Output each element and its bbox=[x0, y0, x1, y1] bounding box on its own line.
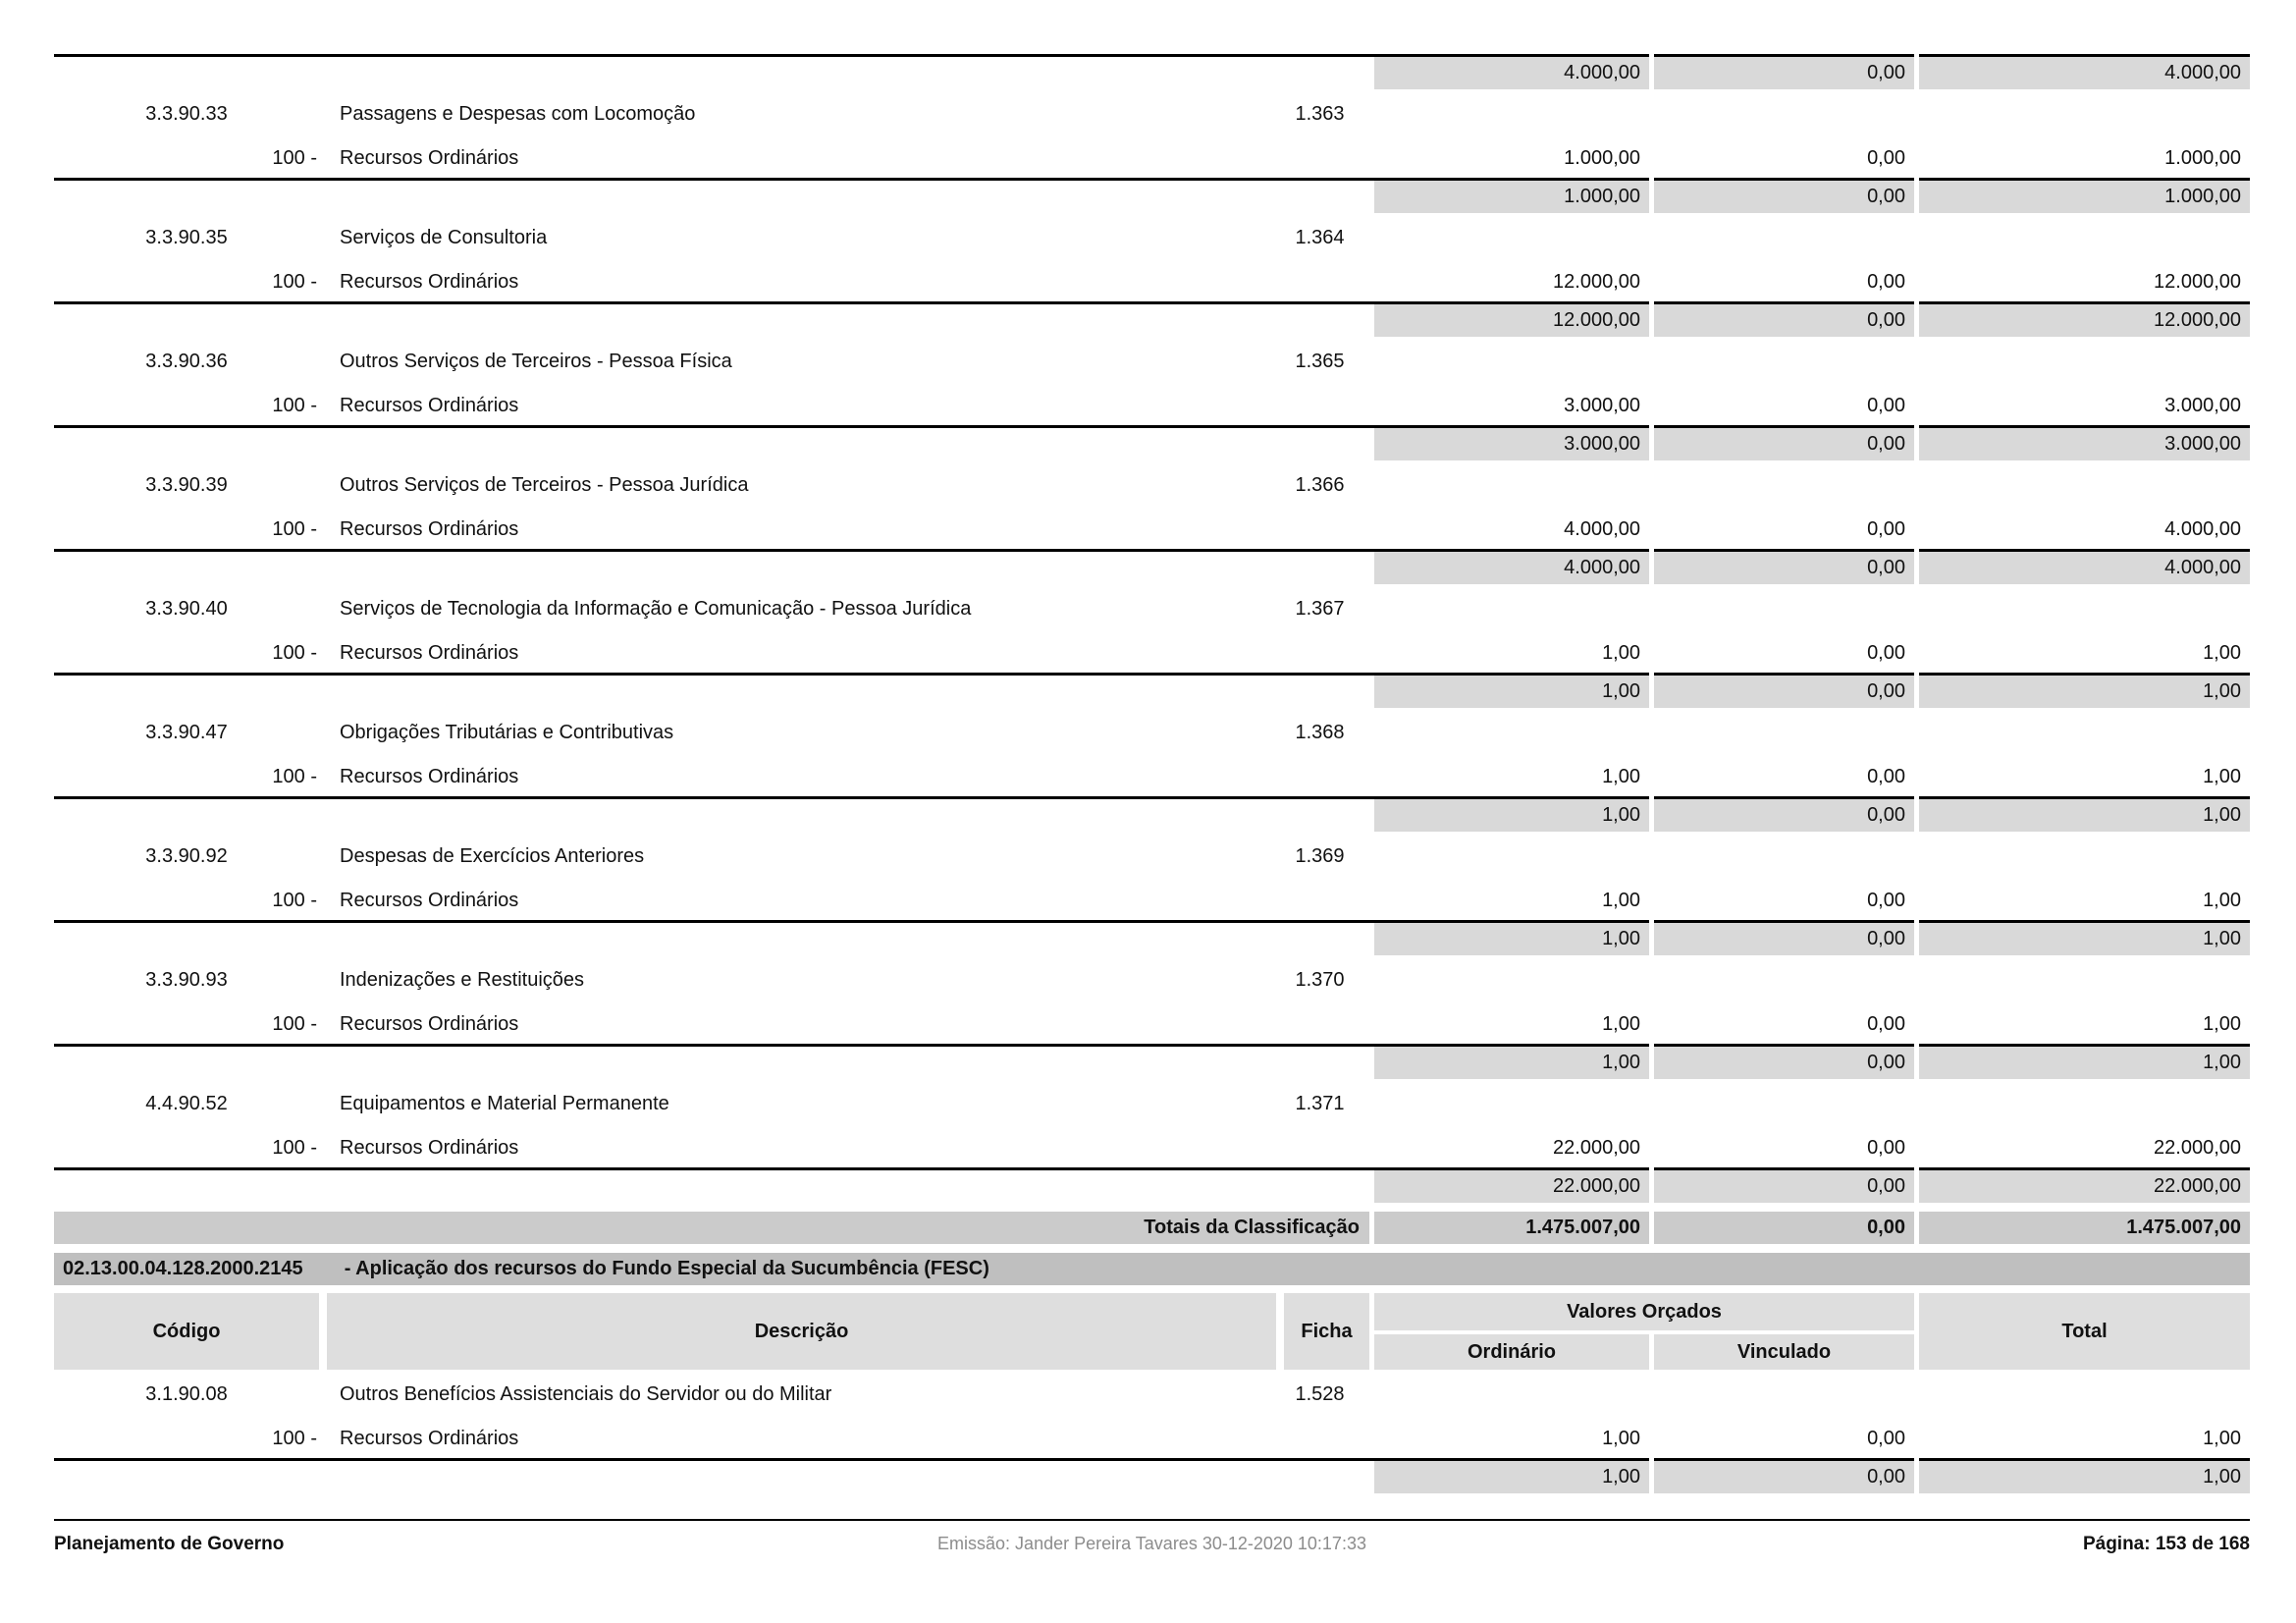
column-header-vinculado: Vinculado bbox=[1654, 1334, 1914, 1370]
expense-item-row bbox=[54, 337, 2250, 386]
subtotal-row bbox=[54, 428, 2250, 460]
resource-code: 100 - bbox=[272, 270, 317, 293]
resource-ordinario: 1,00 bbox=[1602, 641, 1640, 664]
resource-ordinario: 22.000,00 bbox=[1553, 1136, 1640, 1159]
classification-totals-row bbox=[54, 1212, 2250, 1244]
column-header-codigo: Código bbox=[54, 1293, 319, 1370]
item-description: Despesas de Exercícios Anteriores bbox=[340, 844, 645, 867]
item-code: 3.3.90.39 bbox=[145, 473, 228, 496]
subtotal-vinculado: 0,00 bbox=[1654, 304, 1914, 337]
resource-ordinario: 1,00 bbox=[1602, 1012, 1640, 1035]
item-ficha: 1.371 bbox=[1295, 1092, 1345, 1114]
item-code: 4.4.90.52 bbox=[145, 1092, 228, 1114]
subtotal-total: 4.000,00 bbox=[1919, 552, 2250, 584]
subtotal-vinculado: 0,00 bbox=[1654, 1170, 1914, 1203]
item-description: Outros Serviços de Terceiros - Pessoa Jurídica bbox=[340, 473, 749, 496]
item-ficha: 1.365 bbox=[1295, 350, 1345, 372]
resource-vinculado: 0,00 bbox=[1867, 1136, 1905, 1159]
subtotal-total: 1,00 bbox=[1919, 676, 2250, 708]
resource-ordinario: 4.000,00 bbox=[1564, 517, 1640, 540]
resource-vinculado: 0,00 bbox=[1867, 889, 1905, 911]
subtotal-total: 4.000,00 bbox=[1919, 57, 2250, 89]
resource-total: 1,00 bbox=[2203, 1427, 2241, 1449]
resource-total: 4.000,00 bbox=[2164, 517, 2241, 540]
resource-code: 100 - bbox=[272, 889, 317, 911]
resource-total: 1,00 bbox=[2203, 641, 2241, 664]
subtotal-vinculado: 0,00 bbox=[1654, 676, 1914, 708]
subtotal-row bbox=[54, 181, 2250, 213]
resource-vinculado: 0,00 bbox=[1867, 270, 1905, 293]
subtotal-ordinario: 1,00 bbox=[1374, 923, 1649, 955]
resource-total: 1,00 bbox=[2203, 765, 2241, 787]
expense-item-row bbox=[54, 955, 2250, 1004]
resource-row bbox=[54, 386, 2250, 425]
resource-code: 100 - bbox=[272, 146, 317, 169]
item-code: 3.3.90.93 bbox=[145, 968, 228, 991]
resource-row bbox=[54, 757, 2250, 796]
resource-vinculado: 0,00 bbox=[1867, 394, 1905, 416]
resource-row bbox=[54, 1419, 2250, 1458]
subtotal-row bbox=[54, 57, 2250, 89]
item-description: Outros Serviços de Terceiros - Pessoa Física bbox=[340, 350, 732, 372]
resource-row bbox=[54, 1004, 2250, 1044]
column-header-ordinario: Ordinário bbox=[1374, 1334, 1649, 1370]
column-header-descricao: Descrição bbox=[327, 1293, 1276, 1370]
resource-vinculado: 0,00 bbox=[1867, 146, 1905, 169]
subtotal-ordinario: 1,00 bbox=[1374, 1047, 1649, 1079]
subtotal-vinculado: 0,00 bbox=[1654, 181, 1914, 213]
resource-code: 100 - bbox=[272, 765, 317, 787]
subtotal-vinculado: 0,00 bbox=[1654, 1047, 1914, 1079]
subtotal-row bbox=[54, 552, 2250, 584]
resource-code: 100 - bbox=[272, 1012, 317, 1035]
resource-code: 100 - bbox=[272, 394, 317, 416]
expense-item-row bbox=[54, 1079, 2250, 1128]
resource-ordinario: 3.000,00 bbox=[1564, 394, 1640, 416]
totals-ordinario: 1.475.007,00 bbox=[1374, 1212, 1649, 1244]
resource-code: 100 - bbox=[272, 1427, 317, 1449]
resource-ordinario: 1,00 bbox=[1602, 1427, 1640, 1449]
resource-row bbox=[54, 1128, 2250, 1167]
subtotal-vinculado: 0,00 bbox=[1654, 428, 1914, 460]
resource-code: 100 - bbox=[272, 641, 317, 664]
top-margin bbox=[54, 0, 2250, 54]
subtotal-total: 1,00 bbox=[1919, 1461, 2250, 1493]
subtotal-ordinario: 1,00 bbox=[1374, 1461, 1649, 1493]
subtotal-ordinario: 1,00 bbox=[1374, 676, 1649, 708]
resource-label: Recursos Ordinários bbox=[340, 1136, 519, 1159]
resource-label: Recursos Ordinários bbox=[340, 394, 519, 416]
item-description: Passagens e Despesas com Locomoção bbox=[340, 102, 696, 125]
subtotal-total: 1,00 bbox=[1919, 1047, 2250, 1079]
item-code: 3.3.90.40 bbox=[145, 597, 228, 620]
resource-label: Recursos Ordinários bbox=[340, 765, 519, 787]
subtotal-ordinario: 4.000,00 bbox=[1374, 57, 1649, 89]
resource-label: Recursos Ordinários bbox=[340, 641, 519, 664]
item-description: Serviços de Consultoria bbox=[340, 226, 548, 248]
resource-vinculado: 0,00 bbox=[1867, 641, 1905, 664]
classification-title: - Aplicação dos recursos do Fundo Especial da Sucumbência (FESC) bbox=[344, 1258, 989, 1279]
subtotal-row bbox=[54, 1170, 2250, 1203]
resource-label: Recursos Ordinários bbox=[340, 270, 519, 293]
item-ficha: 1.528 bbox=[1295, 1382, 1345, 1405]
column-header-total: Total bbox=[1919, 1293, 2250, 1370]
resource-row bbox=[54, 510, 2250, 549]
item-code: 3.3.90.92 bbox=[145, 844, 228, 867]
column-header-ficha: Ficha bbox=[1284, 1293, 1369, 1370]
item-ficha: 1.369 bbox=[1295, 844, 1345, 867]
item-ficha: 1.363 bbox=[1295, 102, 1345, 125]
item-ficha: 1.368 bbox=[1295, 721, 1345, 743]
expense-item-row bbox=[54, 584, 2250, 633]
resource-total: 1,00 bbox=[2203, 1012, 2241, 1035]
item-code: 3.3.90.33 bbox=[145, 102, 228, 125]
page-footer bbox=[0, 1521, 2296, 1555]
subtotal-total: 12.000,00 bbox=[1919, 304, 2250, 337]
item-code: 3.3.90.36 bbox=[145, 350, 228, 372]
expense-item-row bbox=[54, 832, 2250, 881]
subtotal-ordinario: 1.000,00 bbox=[1374, 181, 1649, 213]
resource-vinculado: 0,00 bbox=[1867, 765, 1905, 787]
item-description: Indenizações e Restituições bbox=[340, 968, 585, 991]
resource-label: Recursos Ordinários bbox=[340, 146, 519, 169]
subtotal-row bbox=[54, 1047, 2250, 1079]
resource-code: 100 - bbox=[272, 517, 317, 540]
item-description: Outros Benefícios Assistenciais do Servidor ou do Militar bbox=[340, 1382, 832, 1405]
footer-emission-info: Emissão: Jander Pereira Tavares 30-12-2020 10:17:33 bbox=[937, 1534, 1366, 1553]
subtotal-vinculado: 0,00 bbox=[1654, 799, 1914, 832]
item-description: Equipamentos e Material Permanente bbox=[340, 1092, 669, 1114]
resource-label: Recursos Ordinários bbox=[340, 889, 519, 911]
expense-item-row bbox=[54, 213, 2250, 262]
expense-item-row bbox=[54, 89, 2250, 138]
resource-vinculado: 0,00 bbox=[1867, 517, 1905, 540]
item-code: 3.1.90.08 bbox=[145, 1382, 228, 1405]
resource-ordinario: 12.000,00 bbox=[1553, 270, 1640, 293]
item-code: 3.3.90.47 bbox=[145, 721, 228, 743]
subtotal-total: 1,00 bbox=[1919, 923, 2250, 955]
subtotal-ordinario: 22.000,00 bbox=[1374, 1170, 1649, 1203]
subtotal-ordinario: 4.000,00 bbox=[1374, 552, 1649, 584]
subtotal-row bbox=[54, 1461, 2250, 1493]
footer-page-number: Página: 153 de 168 bbox=[2082, 1534, 2250, 1554]
resource-total: 3.000,00 bbox=[2164, 394, 2241, 416]
resource-total: 1,00 bbox=[2203, 889, 2241, 911]
item-description: Serviços de Tecnologia da Informação e Comunicação - Pessoa Jurídica bbox=[340, 597, 972, 620]
resource-total: 22.000,00 bbox=[2154, 1136, 2241, 1159]
subtotal-vinculado: 0,00 bbox=[1654, 57, 1914, 89]
footer-report-name: Planejamento de Governo bbox=[54, 1534, 285, 1554]
totals-label: Totais da Classificação bbox=[54, 1212, 1369, 1244]
subtotal-ordinario: 12.000,00 bbox=[1374, 304, 1649, 337]
resource-ordinario: 1,00 bbox=[1602, 889, 1640, 911]
resource-row bbox=[54, 138, 2250, 178]
subtotal-total: 1,00 bbox=[1919, 799, 2250, 832]
subtotal-ordinario: 1,00 bbox=[1374, 799, 1649, 832]
resource-ordinario: 1,00 bbox=[1602, 765, 1640, 787]
expense-item-row bbox=[54, 460, 2250, 510]
resource-label: Recursos Ordinários bbox=[340, 1012, 519, 1035]
resource-row bbox=[54, 881, 2250, 920]
item-code: 3.3.90.35 bbox=[145, 226, 228, 248]
subtotal-vinculado: 0,00 bbox=[1654, 552, 1914, 584]
item-ficha: 1.370 bbox=[1295, 968, 1345, 991]
column-header-valores-orcados: Valores Orçados bbox=[1374, 1293, 1914, 1330]
resource-label: Recursos Ordinários bbox=[340, 517, 519, 540]
expense-item-row bbox=[54, 708, 2250, 757]
item-description: Obrigações Tributárias e Contributivas bbox=[340, 721, 674, 743]
resource-ordinario: 1.000,00 bbox=[1564, 146, 1640, 169]
subtotal-row bbox=[54, 799, 2250, 832]
resource-row bbox=[54, 262, 2250, 301]
subtotal-vinculado: 0,00 bbox=[1654, 923, 1914, 955]
item-ficha: 1.367 bbox=[1295, 597, 1345, 620]
resource-vinculado: 0,00 bbox=[1867, 1012, 1905, 1035]
classification-code: 02.13.00.04.128.2000.2145 bbox=[63, 1258, 303, 1279]
resource-row bbox=[54, 633, 2250, 673]
expense-item-row bbox=[54, 1370, 2250, 1419]
subtotal-vinculado: 0,00 bbox=[1654, 1461, 1914, 1493]
subtotal-ordinario: 3.000,00 bbox=[1374, 428, 1649, 460]
totals-vinculado: 0,00 bbox=[1654, 1212, 1914, 1244]
resource-total: 12.000,00 bbox=[2154, 270, 2241, 293]
resource-total: 1.000,00 bbox=[2164, 146, 2241, 169]
totals-total: 1.475.007,00 bbox=[1919, 1212, 2250, 1244]
classification-section-header bbox=[54, 1253, 2250, 1285]
subtotal-total: 22.000,00 bbox=[1919, 1170, 2250, 1203]
item-ficha: 1.366 bbox=[1295, 473, 1345, 496]
subtotal-total: 3.000,00 bbox=[1919, 428, 2250, 460]
resource-label: Recursos Ordinários bbox=[340, 1427, 519, 1449]
subtotal-row bbox=[54, 676, 2250, 708]
subtotal-total: 1.000,00 bbox=[1919, 181, 2250, 213]
resource-code: 100 - bbox=[272, 1136, 317, 1159]
subtotal-row bbox=[54, 923, 2250, 955]
table-header bbox=[54, 1293, 2250, 1370]
subtotal-row bbox=[54, 304, 2250, 337]
item-ficha: 1.364 bbox=[1295, 226, 1345, 248]
resource-vinculado: 0,00 bbox=[1867, 1427, 1905, 1449]
